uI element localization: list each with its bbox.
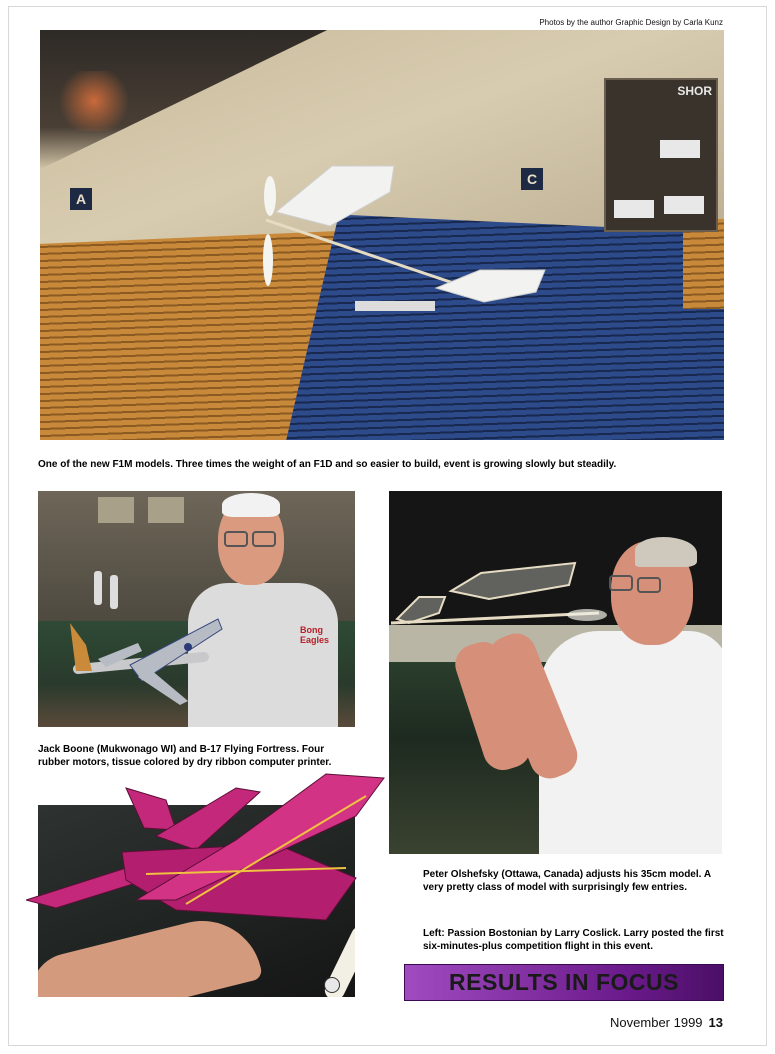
page-number: 13 [708, 1015, 723, 1030]
photo-credits: Photos by the author Graphic Design by Carla Kunz [539, 18, 723, 27]
b17-wing [130, 619, 222, 681]
model-propeller-blade [264, 176, 276, 216]
shirt-logo-line2: Eagles [300, 635, 330, 645]
model-fuselage [266, 220, 480, 292]
b17-tail [70, 623, 92, 671]
page-footer [610, 1015, 723, 1030]
results-in-focus-text: RESULTS IN FOCUS [449, 969, 679, 995]
b17-insignia [184, 643, 192, 651]
section-sign-a: A [70, 188, 92, 210]
photo-jack-boone [38, 491, 355, 727]
model-propeller [567, 609, 607, 621]
photo-f1m-model-arena [40, 30, 724, 440]
section-sign-c: C [521, 168, 543, 190]
caption-jack-boone: Jack Boone (Mukwonago WI) and B-17 Flying Fortress. Four rubber motors, tissue colored by dry ribbon computer printer. [38, 744, 332, 768]
model-stabilizer [436, 270, 545, 302]
35cm-model [389, 491, 722, 854]
results-in-focus-banner [404, 964, 724, 1001]
issue-date: November 1999 [610, 1015, 703, 1030]
caption-passion-bostonian: Left: Passion Bostonian by Larry Coslick. Larry posted the first six-minutes-plus competition flight in this event. [423, 928, 724, 952]
caption-peter-olshefsky: Peter Olshefsky (Ottawa, Canada) adjusts his 35cm model. A very pretty class of model with surprisingly few entries. [423, 869, 711, 893]
caption-f1m-model: One of the new F1M models. Three times the weight of an F1D and so easier to build, event is growing slowly but steadily. [38, 459, 617, 470]
model-stabilizer [397, 597, 445, 623]
model-wing [276, 166, 394, 226]
shirt-logo-line1: Bong [300, 625, 323, 635]
scoreboard-text: SHOR [677, 84, 712, 98]
b17-wing-lower [138, 669, 188, 705]
bostonian-wheel [324, 977, 340, 993]
model-propeller-blade [263, 234, 273, 286]
f1m-model-airplane [40, 30, 724, 440]
photo-peter-olshefsky [389, 491, 722, 854]
bostonian-tail-fin [126, 788, 176, 830]
b17-model [38, 491, 355, 727]
model-wing [451, 563, 575, 599]
passion-bostonian-model [26, 770, 386, 970]
